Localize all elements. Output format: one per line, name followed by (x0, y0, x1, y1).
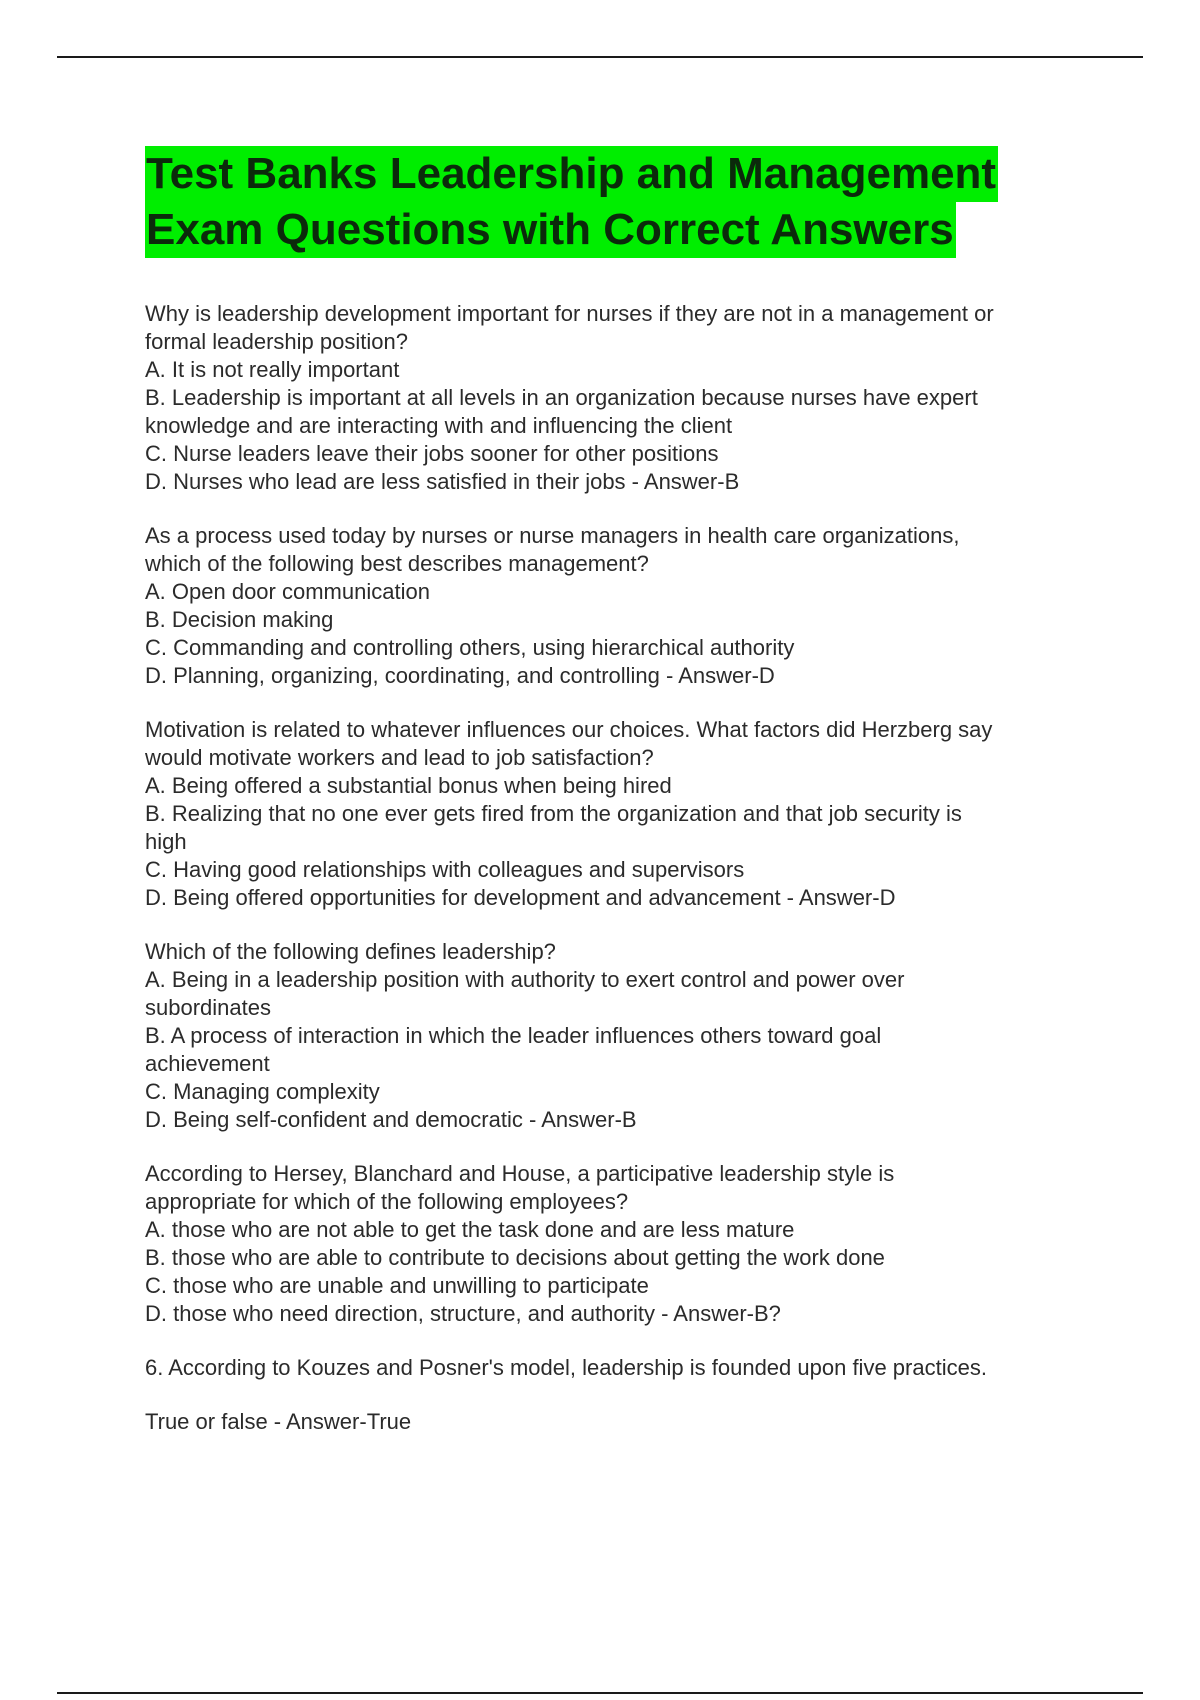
question-5 (145, 1160, 1090, 1328)
option-d-answer: D. Nurses who lead are less satisfied in their jobs - Answer-B (145, 469, 740, 494)
question-line: According to Hersey, Blanchard and House, a participative leadership style is (145, 1161, 895, 1186)
question-line: As a process used today by nurses or nurse managers in health care organizations, (145, 523, 960, 548)
option-a: A. Being in a leadership position with authority to exert control and power over (145, 967, 905, 992)
option-b-cont: high (145, 829, 187, 854)
option-b: B. those who are able to contribute to decisions about getting the work done (145, 1245, 885, 1270)
option-b: B. A process of interaction in which the leader influences others toward goal (145, 1023, 882, 1048)
question-line: 6. According to Kouzes and Posner's model, leadership is founded upon five practices. (145, 1355, 987, 1380)
option-a: A. those who are not able to get the task done and are less mature (145, 1217, 795, 1242)
option-b-cont: achievement (145, 1051, 270, 1076)
option-d-answer: D. Planning, organizing, coordinating, and controlling - Answer-D (145, 663, 775, 688)
question-line: formal leadership position? (145, 329, 408, 354)
question-line: would motivate workers and lead to job satisfaction? (145, 745, 654, 770)
option-c: C. Managing complexity (145, 1079, 380, 1104)
title-line-2: Exam Questions with Correct Answers (145, 202, 956, 258)
question-line: appropriate for which of the following employees? (145, 1189, 629, 1214)
option-d-answer: D. those who need direction, structure, and authority - Answer-B? (145, 1301, 781, 1326)
option-c: C. Having good relationships with colleagues and supervisors (145, 857, 745, 882)
question-4 (145, 938, 1090, 1134)
question-1 (145, 300, 1090, 496)
option-d-answer: D. Being self-confident and democratic - Answer-B (145, 1107, 637, 1132)
question-line: Motivation is related to whatever influences our choices. What factors did Herzberg say (145, 717, 993, 742)
option-b-cont: knowledge and are interacting with and influencing the client (145, 413, 733, 438)
question-2 (145, 522, 1090, 690)
option-c: C. Nurse leaders leave their jobs sooner for other positions (145, 441, 719, 466)
title-line-1: Test Banks Leadership and Management (145, 146, 998, 202)
option-a: A. Being offered a substantial bonus when being hired (145, 773, 672, 798)
option-b: B. Decision making (145, 607, 334, 632)
answer-line: True or false - Answer-True (145, 1409, 412, 1434)
question-line: Which of the following defines leadership? (145, 939, 556, 964)
document-title (145, 146, 1090, 258)
option-c: C. Commanding and controlling others, using hierarchical authority (145, 635, 795, 660)
question-6-answer (145, 1408, 1090, 1436)
bottom-rule (57, 1692, 1143, 1694)
option-b: B. Leadership is important at all levels in an organization because nurses have expert (145, 385, 978, 410)
option-a-cont: subordinates (145, 995, 271, 1020)
option-a: A. It is not really important (145, 357, 400, 382)
question-3 (145, 716, 1090, 912)
question-6 (145, 1354, 1090, 1382)
question-line: which of the following best describes management? (145, 551, 649, 576)
option-c: C. those who are unable and unwilling to participate (145, 1273, 649, 1298)
question-list (145, 300, 1090, 1462)
top-rule (57, 56, 1143, 58)
option-a: A. Open door communication (145, 579, 430, 604)
question-line: Why is leadership development important for nurses if they are not in a management or (145, 301, 994, 326)
option-b: B. Realizing that no one ever gets fired from the organization and that job security is (145, 801, 962, 826)
option-d-answer: D. Being offered opportunities for development and advancement - Answer-D (145, 885, 896, 910)
